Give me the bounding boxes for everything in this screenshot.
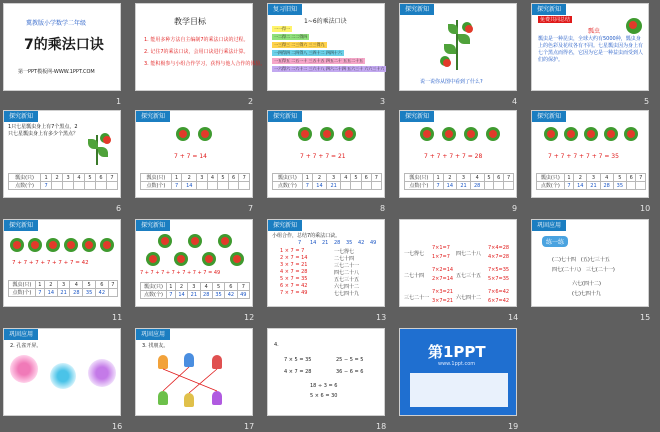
rhyme: 六七四十二 (334, 284, 360, 290)
slide-3-header: 复习旧知 (268, 4, 302, 15)
slide-thumbnail-16[interactable] (3, 328, 121, 416)
exercise-line: (七)七四十九 (572, 291, 601, 297)
equation: 7×2=14 (432, 267, 454, 273)
slide-number: 14 (508, 313, 519, 322)
ladybug-icon (230, 252, 244, 266)
equation: 1×7=7 (432, 254, 450, 260)
slide-11-header: 探究新知 (4, 220, 38, 231)
ladybug-icon (188, 234, 202, 248)
slide-number: 19 (508, 422, 519, 431)
slide-thumbnail-18[interactable] (267, 328, 385, 416)
rhyme: 二七十四 (334, 256, 355, 262)
value: 14 (310, 240, 317, 246)
leaf (458, 34, 470, 44)
value: 28 (334, 240, 341, 246)
equation: 7 + 7 = 14 (174, 153, 207, 160)
leaf (98, 147, 108, 157)
slide-16-header: 巩固应用 (4, 329, 38, 340)
ladybug-icon (544, 127, 558, 141)
info-panel (410, 373, 508, 407)
count-table: 瓢虫(只) 1 2 3 4 5 6 7 点数(个) 7 (8, 173, 118, 190)
ladybug-icon (146, 252, 160, 266)
slide-5-header: 探究新知 (532, 4, 566, 15)
slide-number: 6 (116, 204, 122, 213)
rhyme: 一七得七 (334, 249, 355, 255)
rhyme-row: 一四得四 二四得八 三四十二 四四十六 (274, 50, 342, 55)
ladybug-icon (174, 252, 188, 266)
equation: 6×7=42 (488, 298, 510, 304)
leaf (444, 44, 456, 54)
equation: 7×5=35 (488, 267, 510, 273)
slide-number: 10 (640, 204, 651, 213)
value: 7 (298, 240, 302, 246)
count-table: 瓢虫(只) 1 2 3 4 5 6 7 点数(个) 7 14 21 28 35 42 (8, 280, 118, 297)
slide-number: 15 (640, 313, 651, 322)
ladybug-icon (46, 238, 60, 252)
ladybug-icon (440, 56, 450, 66)
slide-thumbnail-11[interactable] (3, 219, 121, 307)
rhyme: 一七得七 (404, 251, 425, 257)
product: 3 × 7 = 21 (280, 262, 308, 268)
ladybug-icon (82, 238, 96, 252)
ladybug-icon (462, 22, 472, 32)
equation: 7×6=42 (488, 289, 510, 295)
problem: 4 × 7 = 28 (284, 369, 312, 375)
equation: 2×7=14 (432, 276, 454, 282)
slide-1-title: 7的乘法口诀 (24, 37, 104, 53)
peacock-icon (10, 355, 38, 383)
ladybug-icon (28, 238, 42, 252)
exercise-line: (二)七十四 (五)七三十五 (552, 257, 610, 263)
product: 2 × 7 = 14 (280, 255, 308, 261)
product: 7 × 7 = 49 (280, 290, 308, 296)
slide-number: 9 (512, 204, 518, 213)
ladybug-icon (420, 127, 434, 141)
slide-thumbnail-14[interactable] (399, 219, 517, 307)
rhyme: 五七三十五 (334, 277, 360, 283)
equation: 7 + 7 + 7 = 21 (300, 153, 346, 160)
ladybug-icon (342, 127, 356, 141)
count-table: 瓢虫(只) 1 2 3 4 5 6 7 点数(个) 7 14 (140, 173, 250, 190)
ladybug-icon (10, 238, 24, 252)
count-table: 瓢虫(只) 1 2 3 4 5 6 7 点数(个) 7 14 21 28 35 (536, 173, 646, 190)
rhyme: 四七二十八 (456, 251, 482, 257)
ladybug-icon (564, 127, 578, 141)
slide-thumbnail-10[interactable] (531, 110, 649, 198)
slide-5-name: 瓢虫 (588, 28, 601, 35)
slide-4-caption: 说一说你从图中看到了什么? (420, 79, 483, 85)
ladybug-icon (486, 127, 500, 141)
slide-number: 2 (248, 97, 254, 106)
rhyme-row: 一六得六 二六十二 三六十八 四六二十四 五六三十 六六三十六 (274, 66, 385, 71)
slide-thumbnail-6[interactable] (3, 110, 121, 198)
slide-13-intro: 小组合作，总结7的乘法口诀。 (272, 233, 341, 239)
rhyme: 七七四十九 (334, 291, 360, 297)
exercise-line: 六七(四十二) (572, 281, 601, 287)
value: 21 (322, 240, 329, 246)
slide-number: 3 (380, 97, 386, 106)
slide-thumbnail-9[interactable] (399, 110, 517, 198)
rhyme: 三七二十一 (404, 295, 430, 301)
count-table: 瓢虫(只) 1 2 3 4 5 6 7 点数(个) 7 14 21 28 (404, 173, 514, 190)
slide-2-item: 3. 能积极参与小组合作学习，获得与他人合作的体验。 (144, 61, 266, 67)
slide-2-item: 1. 能用多种方法自主编制7的乘法口诀的过程。 (144, 37, 249, 43)
slide-thumbnail-17[interactable] (135, 328, 253, 416)
product: 5 × 7 = 35 (280, 276, 308, 282)
value: 42 (358, 240, 365, 246)
ladybug-icon (158, 234, 172, 248)
slide-18-caption: 4. (274, 342, 279, 348)
equation: 7×3=21 (432, 289, 454, 295)
ladybug-icon (442, 127, 456, 141)
slide-thumbnail-1[interactable] (3, 3, 121, 91)
peacock-icon (88, 359, 116, 387)
ppt-sublogo: www.1ppt.com (438, 361, 476, 367)
equation: 7 + 7 + 7 + 7 + 7 + 7 + 7 = 49 (140, 270, 221, 276)
ladybug-icon (218, 234, 232, 248)
slide-1-top-text: 冀教版小学数学二年级 (26, 20, 87, 27)
slide-number: 1 (116, 97, 122, 106)
equation: 7 + 7 + 7 + 7 + 7 = 35 (548, 153, 619, 160)
slide-number: 5 (644, 97, 650, 106)
problem: 18 ÷ 3 = 6 (310, 383, 338, 389)
equation: 7×4=28 (488, 245, 510, 251)
ladybug-icon (100, 238, 114, 252)
slide-6-header: 探究新知 (4, 111, 38, 122)
equation: 4×7=28 (488, 254, 510, 260)
ladybug-icon (176, 127, 190, 141)
slide-9-header: 探究新知 (400, 111, 434, 122)
ladybug-icon (604, 127, 618, 141)
slide-15-header: 巩固应用 (532, 220, 566, 231)
rhyme: 四七二十八 (334, 270, 360, 276)
count-table: 瓢虫(只) 1 2 3 4 5 6 7 点数(个) 7 14 21 (272, 173, 382, 190)
slide-6-question: 1只七星瓢虫身上有7个黑点，2只七星瓢虫身上有多少个黑点？ (8, 124, 79, 137)
value: 49 (370, 240, 377, 246)
slide-17-caption: 3. 找朋友。 (142, 343, 169, 349)
slide-number: 4 (512, 97, 518, 106)
rhyme: 五七三十五 (456, 273, 482, 279)
product: 4 × 7 = 28 (280, 269, 308, 275)
slide-13-header: 探究新知 (268, 220, 302, 231)
slide-5-tag: 免费共同总结 (540, 17, 571, 23)
problem: 36 − 6 = 6 (336, 369, 364, 375)
ladybug-icon (198, 127, 212, 141)
slide-thumbnail-2[interactable] (135, 3, 266, 91)
ladybug-icon (298, 127, 312, 141)
value: 35 (346, 240, 353, 246)
connecting-lines (136, 329, 254, 417)
slide-2-item: 2. 记住7的乘法口诀，会用口诀进行乘法计算。 (144, 49, 249, 55)
slide-number: 18 (376, 422, 387, 431)
exercise-line: 四七(二十八) 三七(二十一) (552, 267, 615, 273)
leaf (448, 24, 458, 34)
problem: 7 × 5 = 35 (284, 357, 312, 363)
rhyme-row: 一二得二 二二得四 (274, 34, 308, 39)
slide-number: 17 (244, 422, 255, 431)
slide-number: 7 (248, 204, 254, 213)
equation: 7 + 7 + 7 + 7 + 7 + 7 = 42 (12, 260, 89, 266)
rhyme: 三七二十一 (334, 263, 360, 269)
slide-5-text: 瓢虫是一种昆虫，全球大约有5000种，瓢虫身上的色彩及花纹各有不同。七星瓢虫因为身上有七个黑点而得名，它因为它是一种益虫而受到人们的保护。 (538, 36, 644, 63)
slide-thumbnail-5[interactable] (531, 3, 649, 91)
slide-number: 11 (112, 313, 123, 322)
peacock-icon (50, 363, 76, 389)
ladybug-icon (202, 252, 216, 266)
ladybug-icon (584, 127, 598, 141)
ladybug-icon (464, 127, 478, 141)
slide-number: 12 (244, 313, 255, 322)
problem: 5 × 6 = 30 (310, 393, 338, 399)
slide-thumbnail-7[interactable] (135, 110, 253, 198)
equation: 3×7=21 (432, 298, 454, 304)
slide-16-caption: 2. 孔雀开屏。 (10, 343, 42, 349)
slide-thumbnail-12[interactable] (135, 219, 253, 307)
equation: 5×7=35 (488, 276, 510, 282)
ladybug-icon (626, 18, 642, 34)
product: 6 × 7 = 42 (280, 283, 308, 289)
slide-thumbnail-3[interactable] (267, 3, 385, 91)
slide-thumbnail-19[interactable] (399, 328, 517, 416)
rhyme: 六七四十二 (456, 295, 482, 301)
slide-15-label: 练一练 (542, 236, 568, 247)
slide-3-title: 1~6的乘法口诀 (304, 18, 347, 25)
slide-10-header: 探究新知 (532, 111, 566, 122)
slide-17-header: 巩固应用 (136, 329, 170, 340)
slide-7-header: 探究新知 (136, 111, 170, 122)
rhyme-row: 一三得三 二三得六 三三得九 (274, 42, 325, 47)
equation: 7 + 7 + 7 + 7 = 28 (424, 153, 483, 160)
slide-12-header: 探究新知 (136, 220, 170, 231)
ladybug-icon (100, 133, 110, 143)
slide-number: 8 (380, 204, 386, 213)
rhyme-row: 一一得一 (274, 26, 290, 31)
slide-thumbnail-8[interactable] (267, 110, 385, 198)
ppt-logo: 第1PPT (428, 343, 486, 361)
slide-number: 13 (376, 313, 387, 322)
leaf (88, 139, 98, 149)
slide-1-footer: 第一PPT模板网-WWW.1PPT.COM (18, 69, 95, 75)
ladybug-icon (320, 127, 334, 141)
equation: 7×1=7 (432, 245, 450, 251)
slide-thumbnail-4[interactable] (399, 3, 517, 91)
slide-number: 16 (112, 422, 123, 431)
rhyme-row: 一五得五 二五一十 三五十五 四五二十 五五二十五 (274, 58, 364, 63)
problem: 25 − 5 = 5 (336, 357, 364, 363)
slide-2-title: 教学目标 (174, 17, 206, 26)
rhyme: 二七十四 (404, 273, 425, 279)
ladybug-icon (624, 127, 638, 141)
slide-8-header: 探究新知 (268, 111, 302, 122)
ladybug-icon (64, 238, 78, 252)
slide-thumbnail-15[interactable] (531, 219, 649, 307)
count-table: 瓢虫(只) 1 2 3 4 5 6 7 点数(个) 7 14 21 28 35 42 49 (140, 282, 250, 299)
slide-4-header: 探究新知 (400, 4, 434, 15)
product: 1 × 7 = 7 (280, 248, 305, 254)
slide-thumbnail-13[interactable] (267, 219, 385, 307)
